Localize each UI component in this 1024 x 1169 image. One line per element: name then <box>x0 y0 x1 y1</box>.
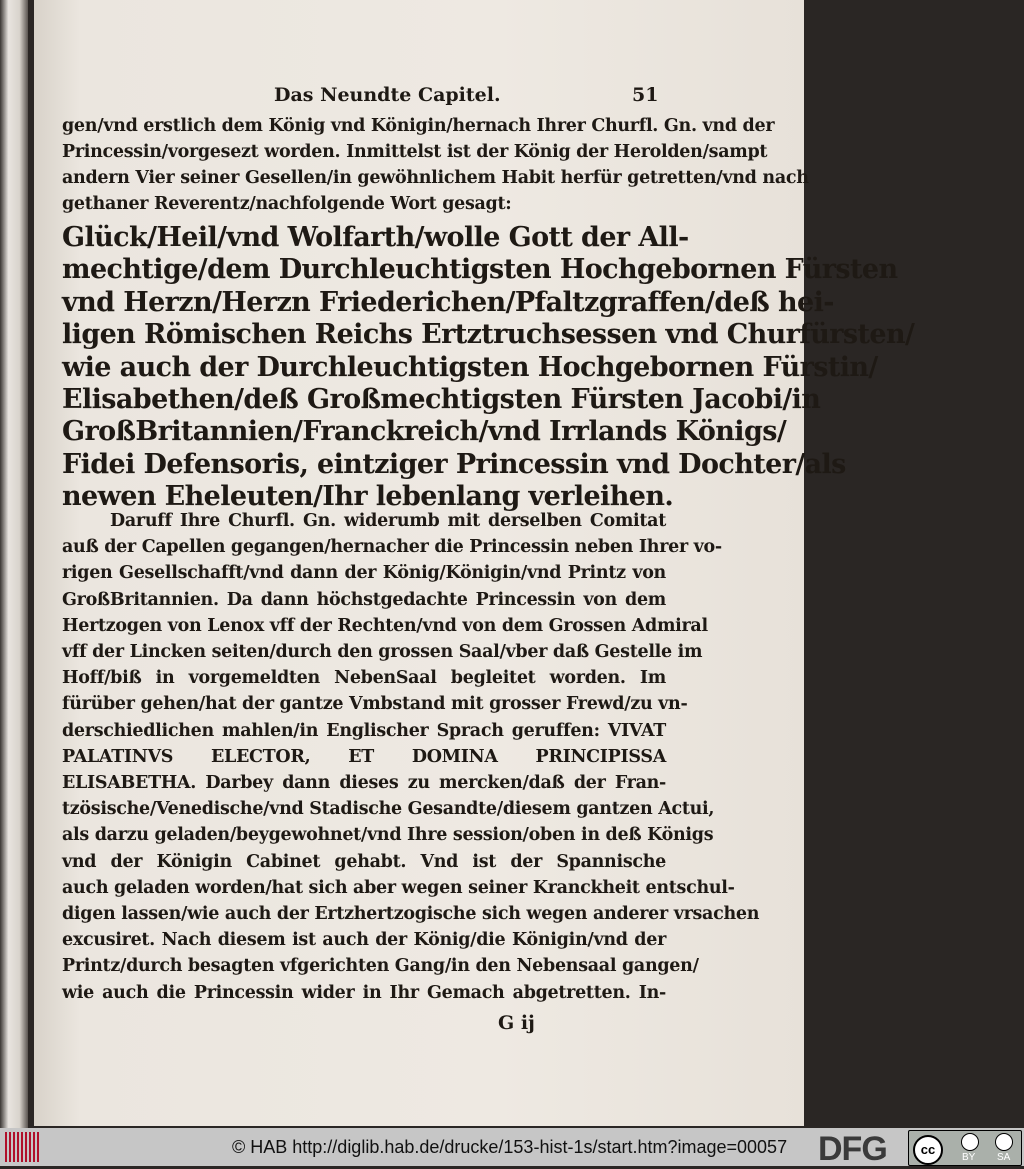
page-number: 51 <box>632 84 659 106</box>
text-line: derschiedlichen mahlen/in Englischer Sprach geruffen: VIVAT <box>62 720 666 741</box>
text-line: Hertzogen von Lenox vff der Rechten/vnd von dem Grossen Admiral <box>62 615 708 636</box>
text-line: PALATINVS ELECTOR, ET DOMINA PRINCIPISSA <box>62 746 666 767</box>
text-line: gen/vnd erstlich dem König vnd Königin/hernach Ihrer Churfl. Gn. vnd der <box>62 116 775 136</box>
text-line: vff der Lincken seiten/durch den grossen Saal/vber daß Gestelle im <box>62 642 703 662</box>
text-line: ELISABETHA. Darbey dann dieses zu mercken/daß der Fran- <box>62 773 666 793</box>
text-line: GroßBritannien. Da dann höchstgedachte Princessin von dem <box>62 589 666 610</box>
book-edge <box>0 0 28 1128</box>
text-line: digen lassen/wie auch der Ertzhertzogische sich wegen anderer vrsachen <box>62 904 760 924</box>
credit-link[interactable]: © HAB http://diglib.hab.de/drucke/153-hist-1s/start.htm?image=00057 <box>232 1137 788 1157</box>
text-line: excusiret. Nach diesem ist auch der König/die Königin/vnd der <box>62 930 666 951</box>
by-label: BY <box>962 1152 976 1163</box>
text-line: vnd der Königin Cabinet gehabt. Vnd ist der Spannische <box>62 851 666 872</box>
text-line: Glück/Heil/vnd Wolfarth/wolle Gott der All- <box>62 222 689 253</box>
text-line: Princessin/vorgesezt worden. Inmittelst ist der König der Herolden/sampt <box>62 142 768 162</box>
text-line: Printz/durch besagten vfgerichten Gang/in den Nebensaal gangen/ <box>62 956 699 977</box>
text-line: Fidei Defensoris, eintziger Princessin vnd Dochter/als <box>62 448 846 480</box>
by-icon <box>961 1133 979 1151</box>
text-line: auch geladen worden/hat sich aber wegen seiner Kranckheit entschul- <box>62 877 735 898</box>
text-line: mechtige/dem Durchleuchtigsten Hochgebornen Fürsten <box>62 254 898 286</box>
text-line: rigen Gesellschafft/vnd dann der König/Königin/vnd Printz von <box>62 563 666 584</box>
text-line: wie auch die Princessin wider in Ihr Gemach abgetretten. In- <box>62 982 666 1003</box>
text-line: ligen Römischen Reichs Ertztruchsessen vnd Churfürsten/ <box>62 319 915 351</box>
cc-icon: cc <box>913 1135 943 1165</box>
dfg-logo: DFG <box>818 1130 887 1168</box>
text-line: newen Eheleuten/Ihr lebenlang verleihen. <box>62 481 674 513</box>
text-line: als darzu geladen/beygewohnet/vnd Ihre session/oben in deß Königs <box>62 825 714 846</box>
signature-mark: G ij <box>498 1012 535 1034</box>
text-line: tzösische/Venedische/vnd Stadische Gesandte/diesem gantzen Actui, <box>62 799 715 820</box>
text-line: Daruff Ihre Churfl. Gn. widerumb mit derselben Comitat <box>110 511 666 531</box>
text-line: Elisabethen/deß Großmechtigsten Fürsten Jacobi/in <box>62 384 821 415</box>
sa-label: SA <box>997 1152 1011 1163</box>
text-line: vnd Herzn/Herzn Friederichen/Pfaltzgraffen/deß hei- <box>62 286 834 318</box>
text-line: wie auch der Durchleuchtigsten Hochgebornen Fürstin/ <box>62 351 878 383</box>
running-head: Das Neundte Capitel. <box>274 84 501 106</box>
text-line: GroßBritannien/Franckreich/vnd Irrlands Königs/ <box>62 416 787 448</box>
text-line: andern Vier seiner Gesellen/in gewöhnlichem Habit herfür getretten/vnd nach <box>62 168 809 188</box>
footer-bar <box>0 1128 1024 1166</box>
text-line: gethaner Reverentz/nachfolgende Wort gesagt: <box>62 194 512 214</box>
cc-license-badge[interactable] <box>908 1130 1022 1166</box>
text-line: fürüber gehen/hat der gantze Vmbstand mit grosser Frewd/zu vn- <box>62 694 688 715</box>
text-line: auß der Capellen gegangen/hernacher die Princessin neben Ihrer vo- <box>62 537 722 558</box>
hab-logo <box>5 1132 41 1162</box>
sa-icon <box>995 1133 1013 1151</box>
text-line: Hoff/biß in vorgemeldten NebenSaal begleitet worden. Im <box>62 668 666 689</box>
